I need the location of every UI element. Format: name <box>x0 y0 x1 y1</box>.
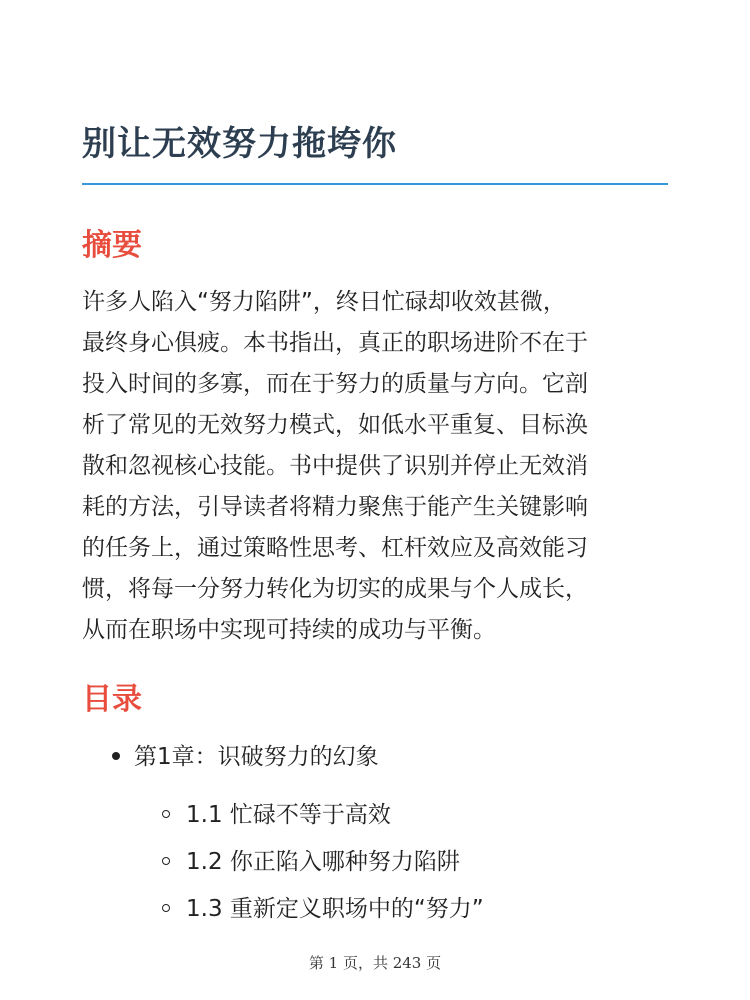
summary-paragraph <box>82 282 672 651</box>
summary-line: 耗的方法，引导读者将精力聚焦于能产生关键影响 <box>82 494 588 520</box>
summary-line: 许多人陷入“努力陷阱”，终日忙碌却收效甚微， <box>82 289 566 315</box>
summary-line: 散和忽视核心技能。书中提供了识别并停止无效消 <box>82 453 588 479</box>
summary-line: 投入时间的多寡，而在于努力的质量与方向。它剖 <box>82 371 588 397</box>
title-divider <box>82 183 668 185</box>
bullet-circle-icon <box>162 857 170 865</box>
summary-line: 的任务上，通过策略性思考、杠杆效应及高效能习 <box>82 535 588 561</box>
toc-section-label: 1.3 重新定义职场中的“努力” <box>186 896 484 922</box>
toc-heading: 目录 <box>82 682 142 717</box>
summary-line: 从而在职场中实现可持续的成功与平衡。 <box>82 617 496 643</box>
summary-heading: 摘要 <box>82 228 142 263</box>
bullet-circle-icon <box>162 904 170 912</box>
toc-chapter-item <box>112 738 379 771</box>
bullet-circle-icon <box>162 810 170 818</box>
toc-section-item <box>162 843 460 876</box>
page-footer: 第 1 页，共 243 页 <box>308 954 442 972</box>
summary-line: 最终身心俱疲。本书指出，真正的职场进阶不在于 <box>82 330 588 356</box>
toc-chapter-label: 第1章：识破努力的幻象 <box>134 744 379 770</box>
document-title: 别让无效努力拖垮你 <box>82 124 397 164</box>
toc-section-label: 1.2 你正陷入哪种努力陷阱 <box>186 849 460 875</box>
toc-section-item <box>162 796 391 829</box>
summary-line: 惯，将每一分努力转化为切实的成果与个人成长， <box>82 576 588 602</box>
toc-section-label: 1.1 忙碌不等于高效 <box>186 802 391 828</box>
toc-section-item <box>162 890 484 923</box>
summary-line: 析了常见的无效努力模式，如低水平重复、目标涣 <box>82 412 588 438</box>
bullet-disc-icon <box>112 752 120 760</box>
